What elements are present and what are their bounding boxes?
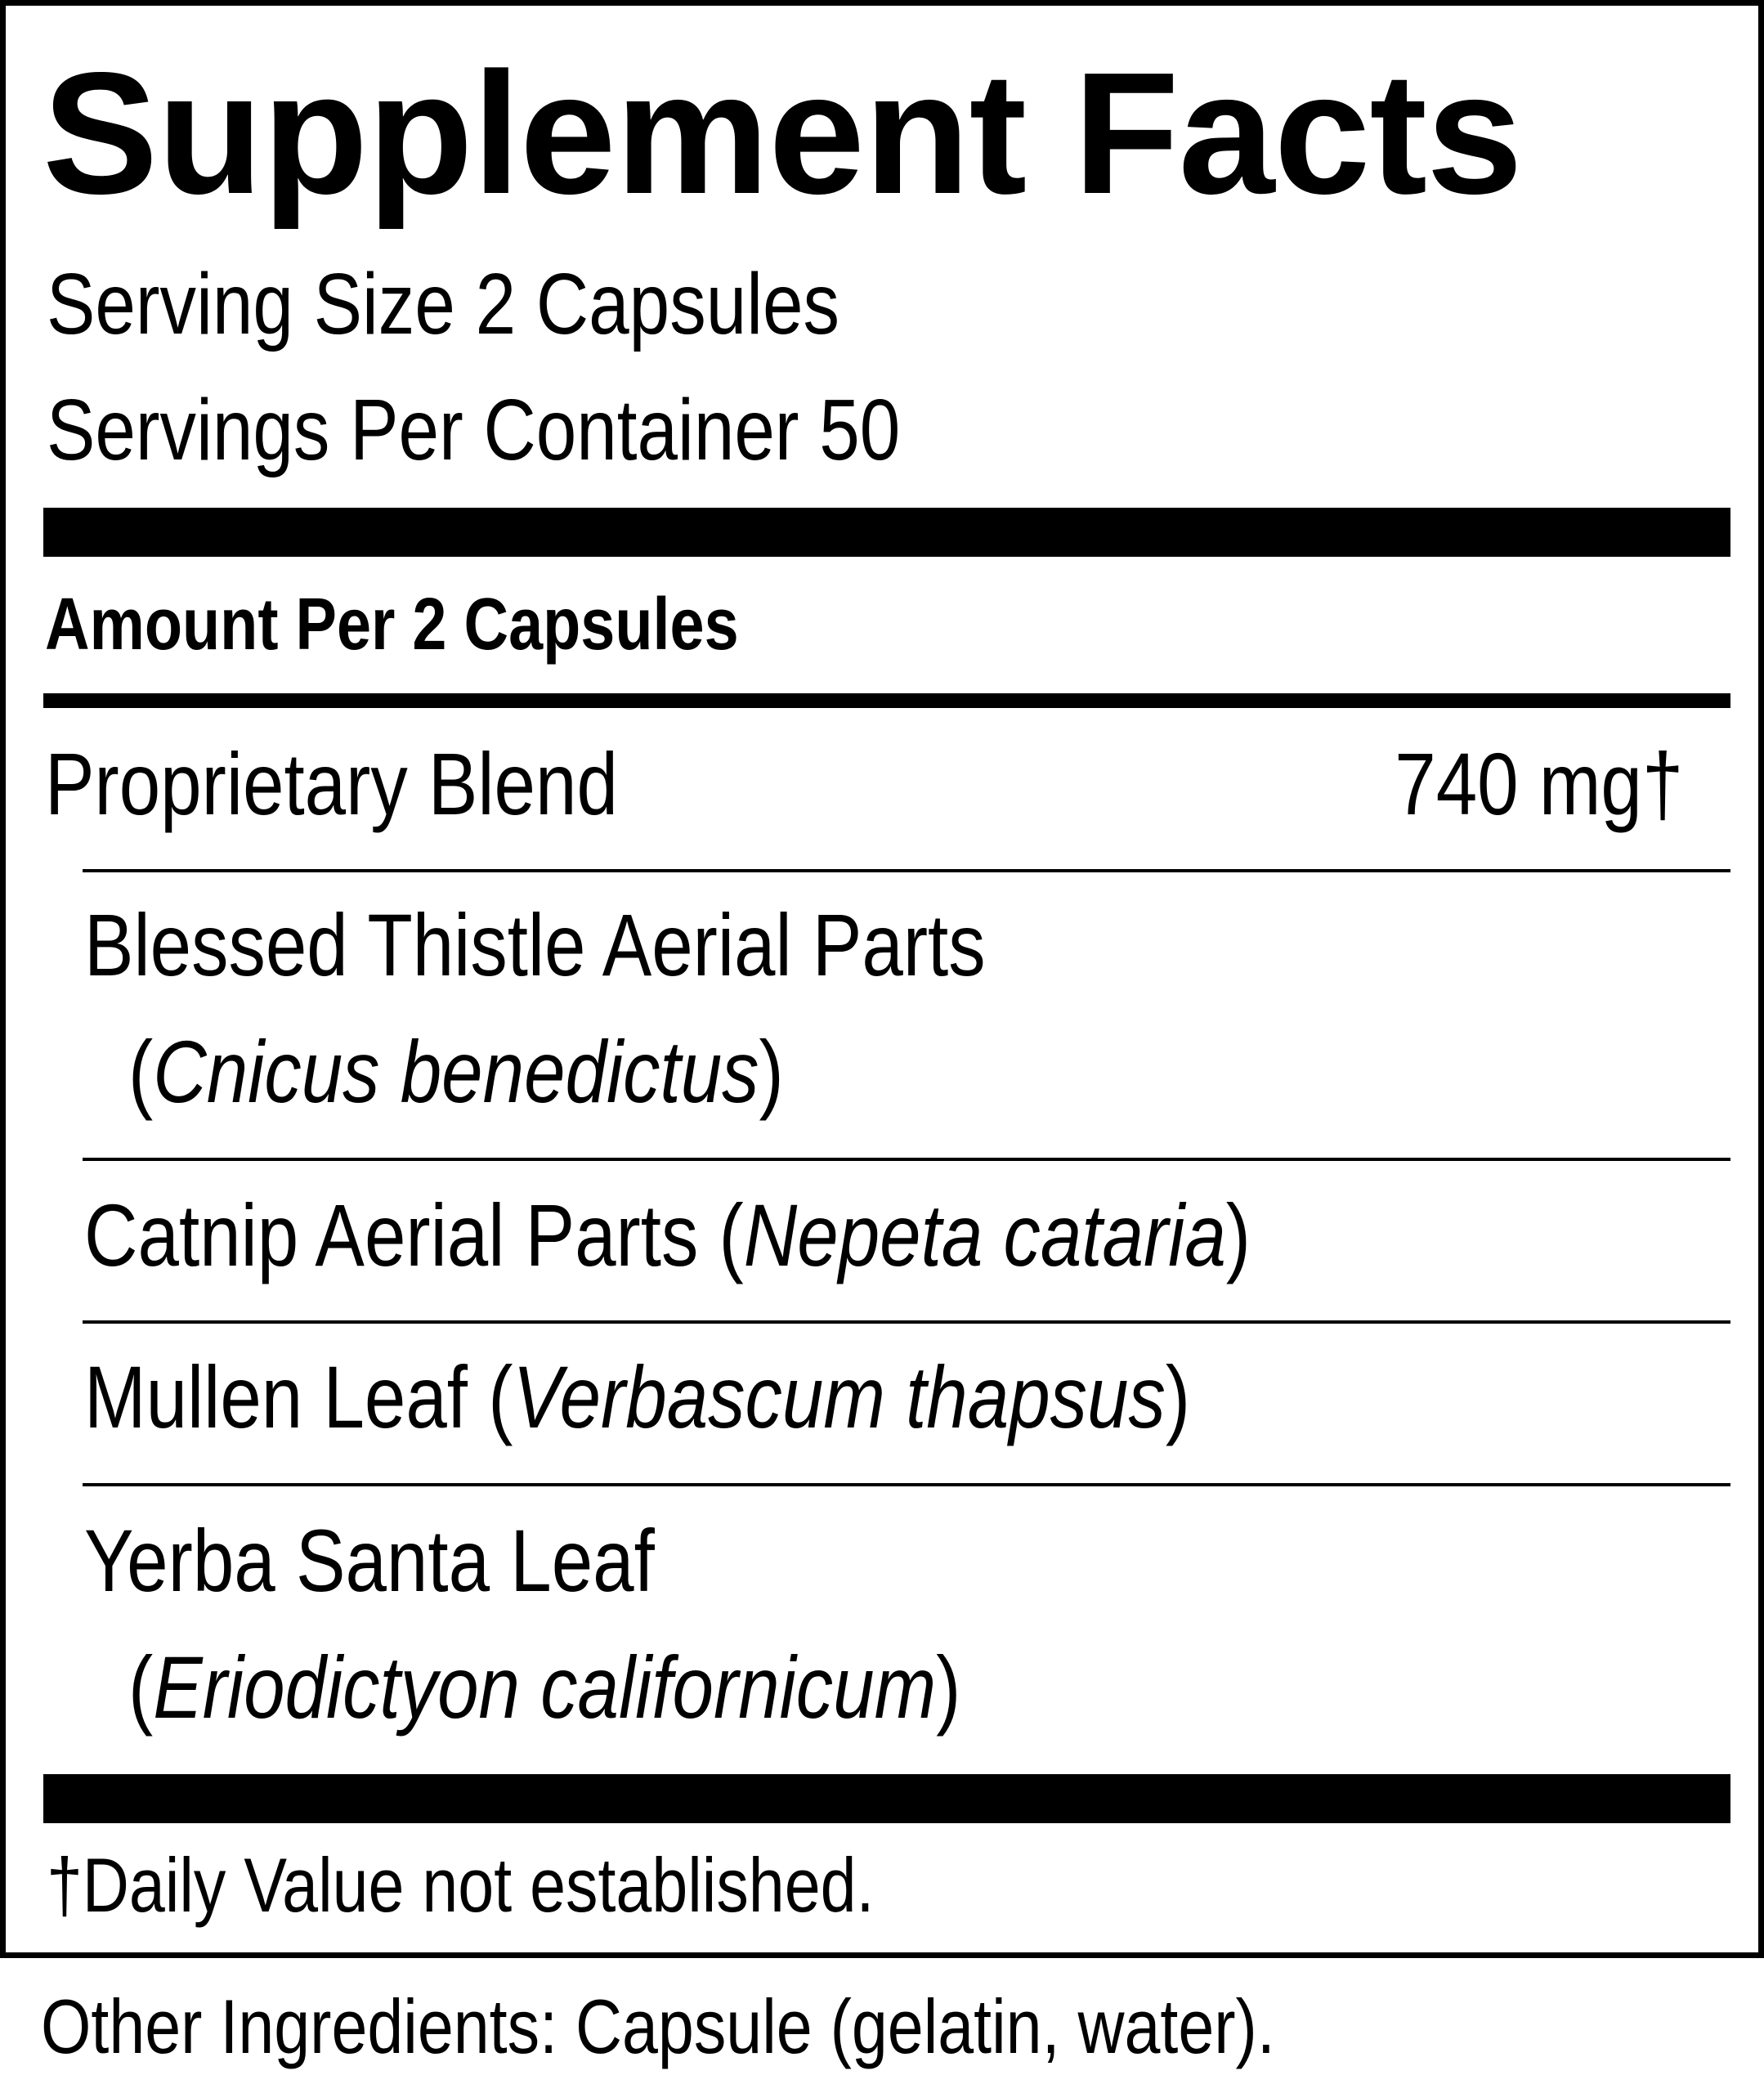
row-divider <box>83 1320 1730 1324</box>
other-ingredients: Other Ingredients: Capsule (gelatin, water). <box>41 1983 1275 2069</box>
ingredient-4-common: Yerba Santa Leaf <box>84 1511 655 1610</box>
servings-per-container: Servings Per Container 50 <box>47 382 901 478</box>
row-divider <box>83 869 1730 872</box>
ingredient-1-latin: Cnicus benedictus <box>153 1022 759 1121</box>
ingredient-1-common: Blessed Thistle Aerial Parts <box>84 895 986 994</box>
ingredient-4-latin-line: (Eriodictyon californicum) <box>128 1638 961 1737</box>
amount-per-heading: Amount Per 2 Capsules <box>45 584 739 666</box>
thick-divider <box>43 508 1730 557</box>
ingredient-4-latin: Eriodictyon californicum <box>153 1638 937 1737</box>
row-divider <box>83 1483 1730 1486</box>
blend-name: Proprietary Blend <box>45 734 618 833</box>
daily-value-footnote: †Daily Value not established. <box>47 1842 875 1928</box>
medium-divider <box>43 693 1730 708</box>
blend-amount: 740 mg† <box>1394 734 1683 833</box>
thick-divider <box>43 1774 1730 1823</box>
row-divider <box>83 1158 1730 1161</box>
serving-size: Serving Size 2 Capsules <box>47 256 840 352</box>
ingredient-1-latin-line: (Cnicus benedictus) <box>128 1022 784 1121</box>
ingredient-2: Catnip Aerial Parts (Nepeta cataria) <box>84 1185 1251 1284</box>
ingredient-2-latin: Nepeta cataria <box>743 1185 1226 1284</box>
ingredient-3: Mullen Leaf (Verbascum thapsus) <box>84 1347 1191 1446</box>
ingredient-3-latin: Verbascum thapsus <box>513 1347 1166 1446</box>
panel-title: Supplement Facts <box>43 36 1522 230</box>
